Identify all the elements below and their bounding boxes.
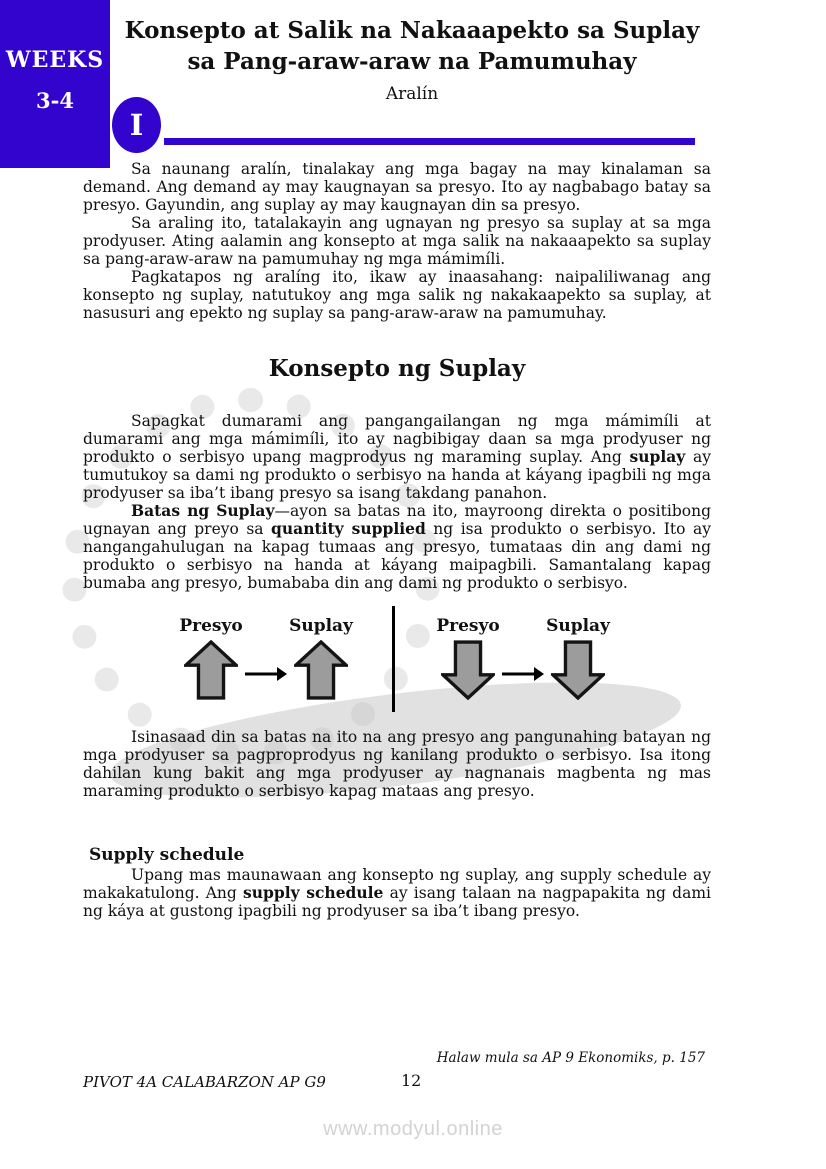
price-column [178,616,244,700]
lesson-numeral: I [129,108,144,142]
page-title [112,15,712,77]
body-content [83,160,711,920]
site-watermark: www.modyul.online [323,1118,503,1140]
law-conclusion-paragraph: Isinasaad din sa batas na ito na ang presyo ang pangunahing batayan ng mga prodyuser sa pagproprodyus ng kanilang produkto o serbisyo. Isa itong dahilan kung bakit ang mga prodyuser ay nagnanais magbenta ng mas maraming produkto o serbisyo kapag mataas ang presyo. [83,728,711,800]
price-down-arrow-icon [441,640,495,700]
week-tab [0,0,110,168]
price-column [435,616,501,700]
supply-schedule-paragraph: Upang mas maunawaan ang konsepto ng suplay, ang supply schedule ay makakatulong. Ang supply schedule ay isang talaan na nagpapakita ng dami ng káya at gustong ipagbili ng prodyuser sa iba’t ibang presyo. [83,866,711,920]
title-rule [164,138,695,145]
week-label: WEEKS [5,47,105,73]
price-down-supply-down-group [435,616,611,700]
implies-arrow-icon [244,666,288,682]
supply-down-arrow-icon [551,640,605,700]
concept-paragraph: Sapagkat dumarami ang pangangailangan ng mga mámimíli at dumarami ang mga mámimíli, ito ay nagbibigay daan sa mga prodyuser ng produkto o serbisyo upang magprodyus ng maraming suplay. Ang suplay ay tumutukoy sa dami ng produkto o serbisyo na handa at káyang ipagbili ng mga prodyuser sa iba’t ibang presyo sa isang takdang panahon. [83,412,711,502]
footer-module-label: PIVOT 4A CALABARZON AP G9 [83,1073,326,1091]
intro-paragraph: Sa naunang aralín, tinalakay ang mga bagay na may kinalaman sa demand. Ang demand ay may kaugnayan sa presyo. Ito ay nagbabago batay sa presyo. Gayundin, ang suplay ay may kaugnayan din sa presyo. [83,160,711,214]
diagram-divider [392,606,395,712]
supply-up-arrow-icon [294,640,348,700]
page-title-line2: sa Pang-araw-araw na Pamumuhay [187,48,637,75]
supply-column [545,616,611,700]
intro-paragraph: Sa araling ito, tatalakayin ang ugnayan ng presyo sa suplay at sa mga prodyuser. Ating aalamin ang konsepto at mga salik na nakaaapekto sa suplay sa pang-araw-araw na pamumuhay ng mga mámimíli. [83,214,711,268]
price-supply-diagram [83,616,711,728]
price-up-arrow-icon [184,640,238,700]
lesson-subtitle: Aralín [385,84,439,104]
supply-column [288,616,354,700]
supply-schedule-heading: Supply schedule [89,845,245,865]
implies-arrow-icon [501,666,545,682]
price-label: Presyo [436,616,500,636]
intro-paragraph: Pagkatapos ng aralíng ito, ikaw ay inaasahang: naipaliliwanag ang konsepto ng suplay, natutukoy ang mga salik ng nakakaapekto sa suplay, at nasusuri ang epekto ng suplay sa pang-araw-araw na pamumuhay. [83,268,711,322]
price-label: Presyo [179,616,243,636]
week-range: 3-4 [36,88,74,113]
page-number: 12 [401,1071,422,1090]
supply-label: Suplay [546,616,610,636]
supply-label: Suplay [289,616,353,636]
source-citation: Halaw mula sa AP 9 Ekonomiks, p. 157 [436,1050,705,1066]
lesson-badge [112,97,161,153]
concept-heading: Konsepto ng Suplay [268,355,526,382]
law-of-supply-paragraph: Batas ng Suplay—ayon sa batas na ito, mayroong direkta o positibong ugnayan ang preyo sa quantity supplied ng isa produkto o serbisyo. Ito ay nangangahulugan na kapag tumaas ang presyo, tumataas din ang dami ng produkto o serbisyo na handa at káyang maipagbili. Samantalang kapag bumaba ang presyo, bumababa din ang dami ng produkto o serbisyo. [83,501,711,592]
page-title-line1: Konsepto at Salik na Nakaaapekto sa Suplay [124,17,700,44]
price-up-supply-up-group [178,616,354,700]
